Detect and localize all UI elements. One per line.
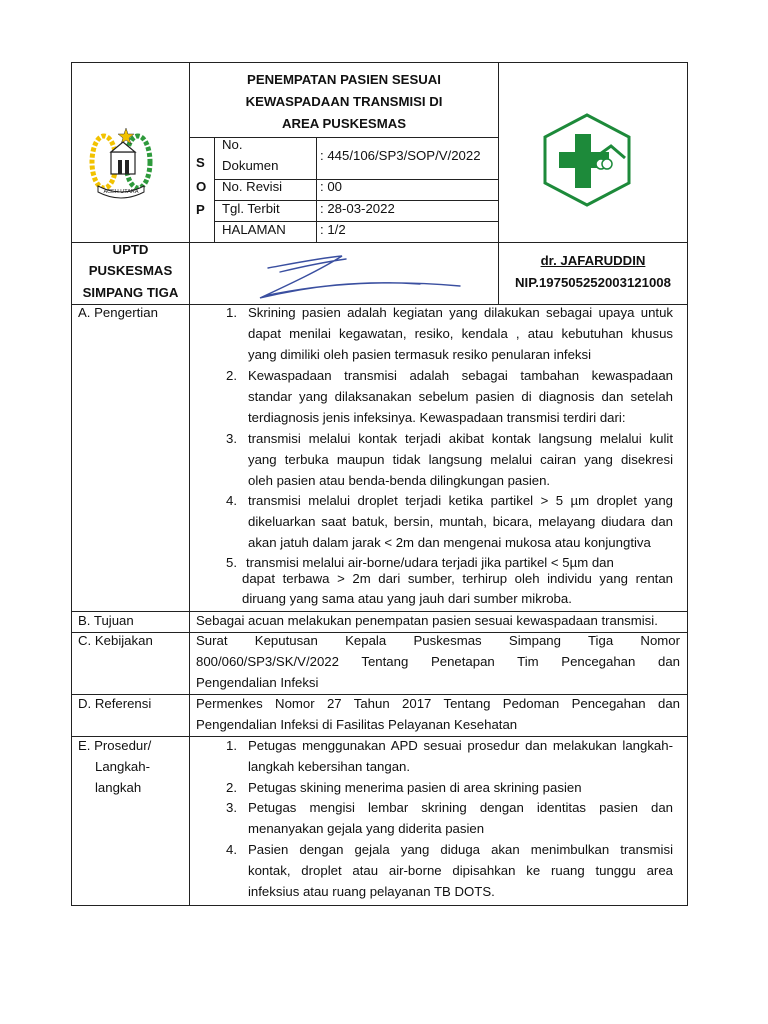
referensi-line-2: Pengendalian Infeksi di Fasilitas Pelayanan Kesehatan	[196, 717, 518, 732]
logo-ribbon-text: ACEH UTARA	[103, 189, 139, 195]
pengertian-1-number: 1.	[226, 305, 237, 320]
pengertian-3-line-1: transmisi melalui kontak terjadi akibat kontak langsung melalui kulit	[248, 431, 673, 446]
prosedur-4-line-2: kontak, droplet atau air-borne dipisahkan ke ruang tunggu area	[248, 863, 673, 878]
prosedur-2-line-1: Petugas skining menerima pasien di area skrining pasien	[248, 780, 582, 795]
halaman-value: : 1/2	[320, 222, 346, 237]
pengertian-4-number: 4.	[226, 493, 237, 508]
sop-title-line-1: PENEMPATAN PASIEN SESUAI	[247, 72, 441, 87]
mosque-icon	[111, 152, 135, 174]
pengertian-4-line-2: dikeluarkan saat batuk, bersin, muntah, bicara, melayang diudara dan	[248, 514, 673, 529]
prosedur-1-line-2: langkah kebersihan tangan.	[248, 759, 411, 774]
no-dokumen-label-2: Dokumen	[222, 158, 279, 173]
kebijakan-line-2: 800/060/SP3/SK/V/2022 Tentang Penetapan Tim Pencegahan dan	[196, 654, 680, 669]
referensi-label: D. Referensi	[78, 696, 152, 711]
no-revisi-label: No. Revisi	[222, 179, 283, 194]
prosedur-3-number: 3.	[226, 800, 237, 815]
kebijakan-label: C. Kebijakan	[78, 633, 153, 648]
pengertian-1-line-3: yang dimiliki oleh pasien termasuk resiko penularan infeksi	[248, 347, 592, 362]
signature-scribble	[250, 246, 470, 302]
pengertian-4-line-1: transmisi melalui droplet terjadi ketika partikel > 5 µm droplet yang	[248, 493, 673, 508]
pengertian-2-line-2: standar yang dilaksanakan sebelum pasien di diagnosis dan setelah	[248, 389, 673, 404]
aceh-utara-logo	[78, 124, 164, 204]
prosedur-label-1: E. Prosedur/	[78, 738, 152, 753]
pengertian-3-line-2: yang terbuka maupun tidak langsung melalui cairan yang disekresi	[248, 452, 673, 467]
pengertian-5-line-2: dapat terbawa > 2m dari sumber, terhirup oleh individu yang rentan	[242, 571, 673, 586]
prosedur-2-number: 2.	[226, 780, 237, 795]
pengertian-2-line-1: Kewaspadaan transmisi adalah sebagai tambahan kewaspadaan	[248, 368, 673, 383]
signer-name: dr. JAFARUDDIN	[540, 253, 646, 268]
prosedur-3-line-2: menanyakan gejala yang diderita pasien	[248, 821, 485, 836]
sop-title-line-2: KEWASPADAAN TRANSMISI DI	[245, 94, 443, 109]
sop-letter-o: O	[196, 179, 207, 194]
kebijakan-line-1: Surat Keputusan Kepala Puskesmas Simpang Tiga Nomor	[196, 633, 680, 648]
signer-nip: NIP.197505252003121008	[515, 275, 671, 290]
pengertian-5-number: 5.	[226, 555, 237, 570]
pengertian-4-line-3: akan jatuh dalam jarak < 2m dan mengenai mukosa atau konjungtiva	[248, 535, 651, 550]
prosedur-4-number: 4.	[226, 842, 237, 857]
pengertian-3-number: 3.	[226, 431, 237, 446]
org-name-line-2: PUSKESMAS	[88, 263, 173, 278]
pengertian-3-line-3: oleh pasien atau benda-benda dilingkungan pasien.	[248, 473, 551, 488]
no-revisi-value: : 00	[320, 179, 342, 194]
org-name-line-1: UPTD	[112, 242, 149, 257]
prosedur-4-line-1: Pasien dengan gejala yang diduga akan menimbulkan transmisi	[248, 842, 673, 857]
tujuan-text: Sebagai acuan melakukan penempatan pasien sesuai kewaspadaan transmisi.	[196, 613, 658, 628]
puskesmas-logo	[541, 112, 633, 208]
prosedur-label-3: langkah	[95, 780, 142, 795]
pengertian-5-line-3: diruang yang sama atau yang jauh dari sumber mikroba.	[242, 591, 572, 606]
pengertian-1-line-1: Skrining pasien adalah kegiatan yang dilakukan sebagai upaya untuk	[248, 305, 673, 320]
sop-letter-p: P	[196, 202, 205, 217]
pengertian-1-line-2: dapat menilai kegawatan, resiko, kendala , atau kebutuhan khusus	[248, 326, 673, 341]
prosedur-label-2: Langkah-	[95, 759, 150, 774]
pengertian-2-number: 2.	[226, 368, 237, 383]
tgl-terbit-value: : 28-03-2022	[320, 201, 395, 216]
pengertian-5-line-1: transmisi melalui air-borne/udara terjadi jika partikel < 5µm dan	[246, 555, 614, 570]
kebijakan-line-3: Pengendalian Infeksi	[196, 675, 319, 690]
no-dokumen-value: : 445/106/SP3/SOP/V/2022	[320, 148, 481, 163]
sop-letter-s: S	[196, 155, 205, 170]
no-dokumen-label-1: No.	[222, 137, 243, 152]
pengertian-2-line-3: terdiagnosis jenis infeksinya. Kewaspadaan transmisi terdiri dari:	[248, 410, 626, 425]
sop-title-line-3: AREA PUSKESMAS	[281, 116, 407, 131]
tgl-terbit-label: Tgl. Terbit	[222, 201, 280, 216]
referensi-line-1: Permenkes Nomor 27 Tahun 2017 Tentang Pedoman Pencegahan dan	[196, 696, 680, 711]
prosedur-3-line-1: Petugas mengisi lembar skrining dengan identitas pasien dan	[248, 800, 673, 815]
prosedur-1-number: 1.	[226, 738, 237, 753]
prosedur-4-line-3: infeksius atau ruang pelayanan TB DOTS.	[248, 884, 495, 899]
org-name-line-3: SIMPANG TIGA	[82, 285, 179, 300]
pengertian-label: A. Pengertian	[78, 305, 158, 320]
tujuan-label: B. Tujuan	[78, 613, 134, 628]
halaman-label: HALAMAN	[222, 222, 286, 237]
prosedur-1-line-1: Petugas menggunakan APD sesuai prosedur dan melakukan langkah-	[248, 738, 673, 753]
star-icon	[118, 128, 134, 144]
